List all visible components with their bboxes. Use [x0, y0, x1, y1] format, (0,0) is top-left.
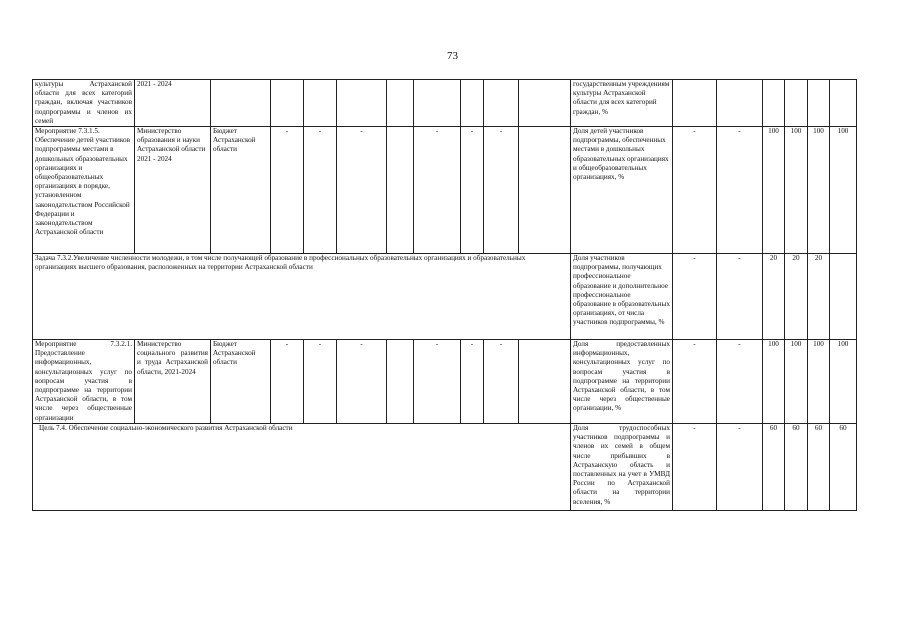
target-cell: 100 [830, 127, 857, 254]
value-cell: - [271, 127, 304, 254]
table-row [33, 340, 857, 424]
target-cell: 60 [808, 424, 830, 511]
target-cell: 100 [808, 127, 830, 254]
target-cell [785, 80, 808, 127]
value-cell [304, 80, 337, 127]
target-cell: - [717, 127, 763, 254]
indicator-cell: Доля детей участников подпрограммы, обеспеченных местами в дошкольных образовательных организациях и общеобразовательных организациях, % [571, 127, 673, 254]
value-cell: - [304, 127, 337, 254]
measure-cell: культуры Астраханской области для всех категорий граждан, включая участников подпрограммы и членов их семей [33, 80, 135, 127]
target-cell: - [717, 254, 763, 340]
executor-cell: Министерство образования и науки Астраханской области 2021 - 2024 [135, 127, 211, 254]
value-cell: - [484, 127, 519, 254]
value-cell: - [461, 127, 484, 254]
target-cell [830, 254, 857, 340]
indicator-cell: государственным учреждениям культуры Астраханской области для всех категорий граждан, % [571, 80, 673, 127]
target-cell [808, 80, 830, 127]
target-cell: 20 [763, 254, 785, 340]
target-cell: - [673, 127, 717, 254]
value-cell: - [484, 340, 519, 424]
task-cell: Задача 7.3.2.Увеличение численности молодежи, в том числе получающей образование в профессиональных образовательных организациях и образовательных организациях высшего образования, расположенных на территории Астраханской области [33, 254, 571, 340]
value-cell: - [304, 340, 337, 424]
program-table [32, 79, 857, 511]
target-cell: 60 [763, 424, 785, 511]
target-cell: - [673, 424, 717, 511]
target-cell: 20 [785, 254, 808, 340]
measure-cell: Мероприятие 7.3.1.5. Обеспечение детей участников подпрограммы местами в дошкольных образовательных организациях и общеобразовательных организациях в порядке, установленном законодательством Российской Федерации и законодательством Астраханской области [33, 127, 135, 254]
target-cell [673, 80, 717, 127]
table-row [33, 127, 857, 254]
target-cell: - [673, 340, 717, 424]
target-cell: 100 [785, 127, 808, 254]
indicator-cell: Доля участников подпрограммы, получающих профессиональное образование и дополнительное профессиональное образование в образовательных организациях, от числа участников подпрограммы, % [571, 254, 673, 340]
value-cell [387, 80, 414, 127]
executor-cell: Министерство социального развития и труда Астраханской области, 2021-2024 [135, 340, 211, 424]
funding-cell [211, 80, 271, 127]
funding-cell: Бюджет Астраханской области [211, 127, 271, 254]
target-cell: 100 [763, 127, 785, 254]
target-cell: 100 [808, 340, 830, 424]
value-cell [337, 80, 387, 127]
executor-cell: 2021 - 2024 [135, 80, 211, 127]
value-cell: - [337, 127, 387, 254]
page-number: 73 [447, 50, 458, 62]
value-cell: - [414, 340, 461, 424]
target-cell: 100 [763, 340, 785, 424]
target-cell: - [673, 254, 717, 340]
value-cell [271, 80, 304, 127]
value-cell: - [414, 127, 461, 254]
indicator-cell: Доля предоставленных информационных, консультационных услуг по вопросам участия в подпрограмме на территории Астраханской области, в том числе через общественные организации, % [571, 340, 673, 424]
target-cell: 60 [830, 424, 857, 511]
indicator-cell: Доля трудоспособных участников подпрограммы и членов их семей в общем числе прибывших в Астраханскую область и поставленных на учет в УМВД России по Астраханской области на территории вселения, % [571, 424, 673, 511]
target-cell: 100 [785, 340, 808, 424]
target-cell [763, 80, 785, 127]
value-cell [461, 80, 484, 127]
value-cell [387, 340, 414, 424]
table-row [33, 424, 857, 511]
target-cell: - [717, 340, 763, 424]
target-cell [830, 80, 857, 127]
value-cell [519, 340, 571, 424]
measure-cell: Мероприятие 7.3.2.1. Предоставление информационных, консультационных услуг по вопросам участия в подпрограмме на территории Астраханской области, в том числе через общественные организации [33, 340, 135, 424]
funding-cell: Бюджет Астраханской области [211, 340, 271, 424]
value-cell [519, 127, 571, 254]
value-cell: - [271, 340, 304, 424]
target-cell: 100 [830, 340, 857, 424]
value-cell [387, 127, 414, 254]
value-cell [519, 80, 571, 127]
table-row [33, 80, 857, 127]
value-cell [414, 80, 461, 127]
target-cell [717, 80, 763, 127]
value-cell: - [461, 340, 484, 424]
goal-cell: Цель 7.4. Обеспечение социально-экономического развития Астраханской области [33, 424, 571, 511]
target-cell: 20 [808, 254, 830, 340]
table-row [33, 254, 857, 340]
value-cell [484, 80, 519, 127]
target-cell: - [717, 424, 763, 511]
value-cell: - [337, 340, 387, 424]
target-cell: 60 [785, 424, 808, 511]
